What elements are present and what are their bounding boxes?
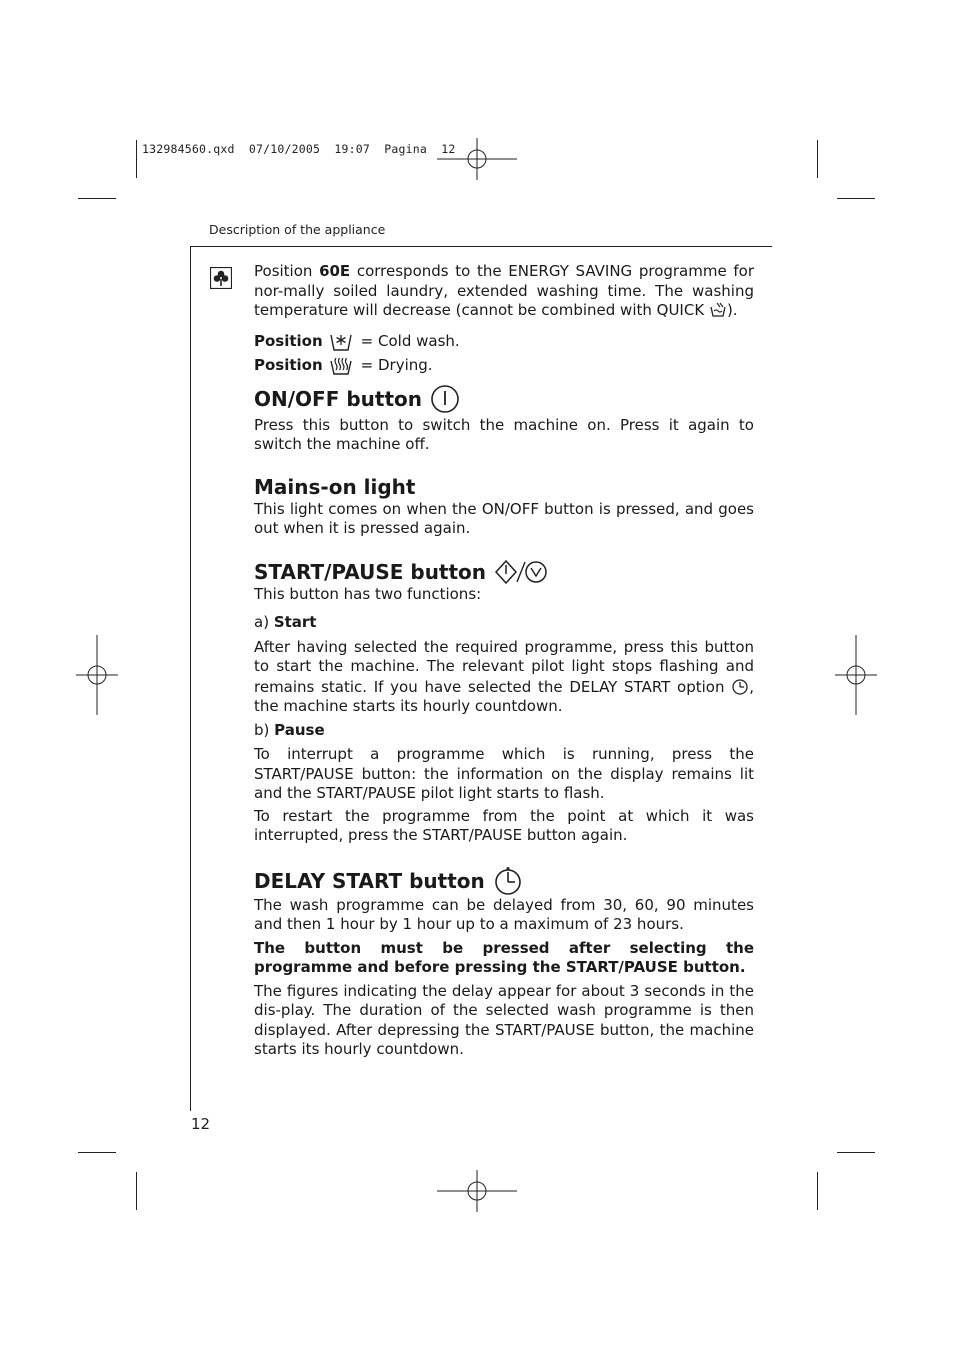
drying-icon [329,356,353,376]
position-label: Position [254,331,323,350]
power-icon [430,384,460,414]
cold-wash-icon [329,332,353,352]
pause-subheading [254,721,754,741]
pause-text-2: To restart the programme from the point at which it was interrupted, press the START/PAUSE button again. [254,806,754,844]
quick-wash-icon [709,302,727,318]
header-rule [190,246,772,247]
position-text: = Drying. [360,355,433,374]
mains-title: Mains-on light [254,474,416,499]
page-number: 12 [191,1115,211,1133]
start-label: Start [273,613,317,631]
position-label: Position [254,355,323,374]
position-cold-wash [254,330,754,354]
onoff-text: Press this button to switch the machine on. Press it again to switch the machine off. [254,415,754,453]
mains-text: This light comes on when the ON/OFF button is pressed, and goes out when it is pressed again. [254,499,754,537]
startpause-title: START/PAUSE button [254,559,487,584]
onoff-title: ON/OFF button [254,386,422,411]
delay-text-bold: The button must be pressed after selecting the programme and before pressing the START/PAUSE button. [254,938,754,976]
margin-rule [190,246,191,1111]
start-pause-icon [494,559,548,585]
start-text [254,638,754,717]
registration-mark-left [76,635,118,715]
energy-paragraph [254,262,754,321]
position-text: = Cold wash. [360,331,460,350]
main-content [254,262,754,1060]
startpause-intro: This button has two functions: [254,584,482,603]
delay-heading [254,866,754,896]
file-slug-line: 132984560.qxd 07/10/2005 19:07 Pagina 12 [142,142,456,156]
pause-label: Pause [274,720,325,739]
delay-title: DELAY START button [254,868,485,893]
start-subheading [254,613,754,633]
pause-prefix: b) [254,720,275,739]
page-header: Description of the appliance [209,222,386,237]
delay-clock-icon [493,866,523,896]
mains-heading [254,474,754,500]
registration-mark-right [835,635,877,715]
pause-text-1: To interrupt a programme which is running, press the START/PAUSE button: the information on the display remains lit and the START/PAUSE pilot light starts to flash. [254,745,754,802]
delay-text-2: The figures indicating the delay appear for about 3 seconds in the dis-play. The duration of the selected wash programme is then displayed. After depressing the START/PAUSE button, the machine starts its hourly countdown. [254,981,754,1058]
registration-mark-bottom [437,1170,517,1212]
energy-text-post: corresponds to the ENERGY SAVING programme for nor-mally soiled laundry, extended washing time. The washing temperature will decrease (cannot be combined with QUICK [254,262,754,319]
energy-text-close: ). [726,301,738,319]
position-drying [254,354,754,378]
onoff-heading [254,384,754,414]
start-text-1: After having selected the required programme, press this button to start the machine. The relevant pilot light stops flashing and remains static. If you have selected the DELAY START option [254,637,754,696]
start-prefix: a) [254,613,274,631]
delay-text-1: The wash programme can be delayed from 30, 60, 90 minutes and then 1 hour by 1 hour up to a maximum of 23 hours. [254,895,754,933]
startpause-heading [254,559,754,585]
start-text-2: , the machine starts its hourly countdown. [254,677,754,715]
delay-clock-icon [731,677,749,695]
leaf-clover-icon [210,267,232,289]
energy-text-pre: Position [254,262,320,280]
energy-code: 60E [319,262,351,280]
